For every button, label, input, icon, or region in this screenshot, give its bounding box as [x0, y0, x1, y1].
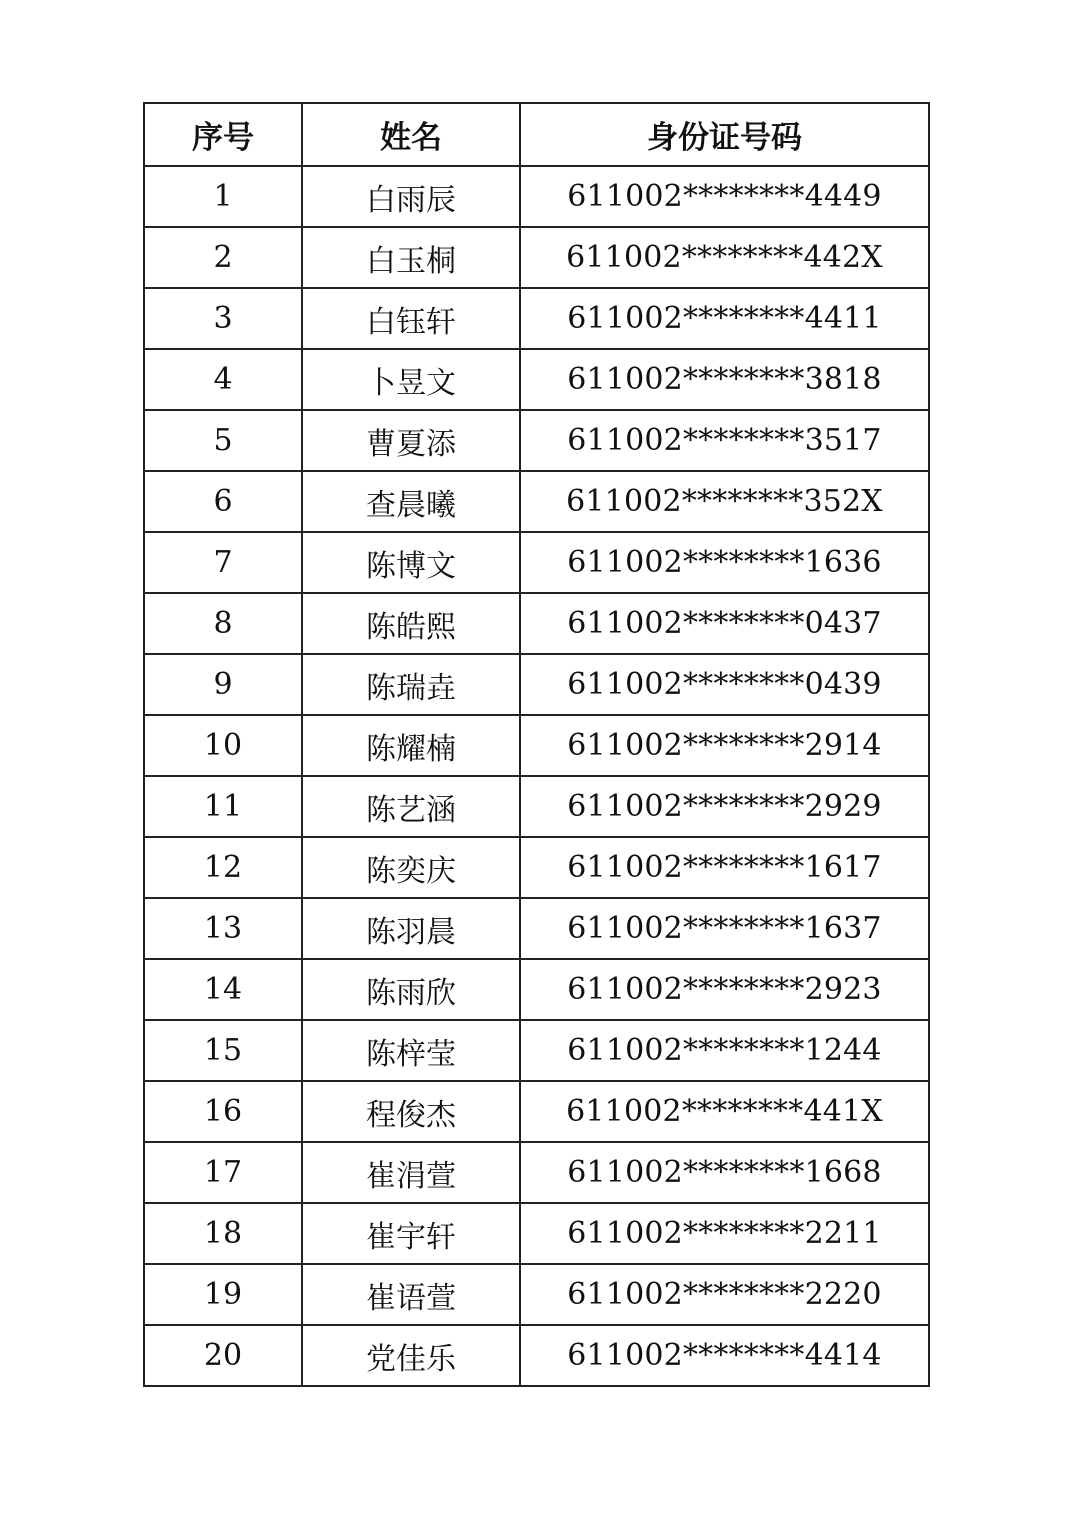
- row-name: 陈羽晨: [302, 898, 520, 959]
- row-id-number: 611002********3517: [520, 410, 929, 471]
- row-number: 20: [144, 1325, 302, 1386]
- table-row: [144, 1142, 929, 1203]
- table-row: [144, 227, 929, 288]
- row-number: 18: [144, 1203, 302, 1264]
- row-id-number: 611002********2211: [520, 1203, 929, 1264]
- row-name: 陈皓熙: [302, 593, 520, 654]
- table-body: [144, 166, 929, 1386]
- table-row: [144, 410, 929, 471]
- row-id-number: 611002********1668: [520, 1142, 929, 1203]
- row-number: 12: [144, 837, 302, 898]
- row-id-number: 611002********0437: [520, 593, 929, 654]
- table-row: [144, 593, 929, 654]
- row-name: 卜昱文: [302, 349, 520, 410]
- row-id-number: 611002********0439: [520, 654, 929, 715]
- row-id-number: 611002********1636: [520, 532, 929, 593]
- table-row: [144, 1081, 929, 1142]
- row-id-number: 611002********4414: [520, 1325, 929, 1386]
- row-name: 崔宇轩: [302, 1203, 520, 1264]
- row-id-number: 611002********2914: [520, 715, 929, 776]
- row-id-number: 611002********2923: [520, 959, 929, 1020]
- row-number: 17: [144, 1142, 302, 1203]
- row-number: 13: [144, 898, 302, 959]
- row-id-number: 611002********442X: [520, 227, 929, 288]
- roster-table: [143, 102, 930, 1387]
- row-name: 陈艺涵: [302, 776, 520, 837]
- row-id-number: 611002********1244: [520, 1020, 929, 1081]
- row-number: 11: [144, 776, 302, 837]
- row-number: 2: [144, 227, 302, 288]
- row-id-number: 611002********1637: [520, 898, 929, 959]
- table-row: [144, 715, 929, 776]
- row-number: 10: [144, 715, 302, 776]
- table-row: [144, 1264, 929, 1325]
- row-id-number: 611002********1617: [520, 837, 929, 898]
- header-number: 序号: [144, 103, 302, 166]
- table-row: [144, 532, 929, 593]
- row-number: 9: [144, 654, 302, 715]
- row-id-number: 611002********352X: [520, 471, 929, 532]
- row-name: 陈梓莹: [302, 1020, 520, 1081]
- table-row: [144, 1325, 929, 1386]
- row-number: 16: [144, 1081, 302, 1142]
- row-name: 查晨曦: [302, 471, 520, 532]
- table-row: [144, 837, 929, 898]
- row-name: 陈雨欣: [302, 959, 520, 1020]
- row-id-number: 611002********441X: [520, 1081, 929, 1142]
- row-name: 陈奕庆: [302, 837, 520, 898]
- row-name: 党佳乐: [302, 1325, 520, 1386]
- row-name: 白钰轩: [302, 288, 520, 349]
- row-id-number: 611002********2929: [520, 776, 929, 837]
- table-row: [144, 898, 929, 959]
- row-number: 4: [144, 349, 302, 410]
- row-name: 程俊杰: [302, 1081, 520, 1142]
- table-row: [144, 349, 929, 410]
- row-name: 陈瑞垚: [302, 654, 520, 715]
- row-name: 陈博文: [302, 532, 520, 593]
- table-row: [144, 1203, 929, 1264]
- row-id-number: 611002********3818: [520, 349, 929, 410]
- table-row: [144, 776, 929, 837]
- table-row: [144, 1020, 929, 1081]
- table-header: [144, 103, 929, 166]
- row-id-number: 611002********4411: [520, 288, 929, 349]
- row-name: 白雨辰: [302, 166, 520, 227]
- table-row: [144, 654, 929, 715]
- row-number: 19: [144, 1264, 302, 1325]
- row-number: 1: [144, 166, 302, 227]
- row-number: 7: [144, 532, 302, 593]
- row-number: 8: [144, 593, 302, 654]
- header-id-number: 身份证号码: [520, 103, 929, 166]
- header-row: [144, 103, 929, 166]
- row-name: 陈耀楠: [302, 715, 520, 776]
- table-row: [144, 471, 929, 532]
- table-row: [144, 166, 929, 227]
- table-row: [144, 959, 929, 1020]
- row-number: 6: [144, 471, 302, 532]
- row-name: 白玉桐: [302, 227, 520, 288]
- row-number: 5: [144, 410, 302, 471]
- header-name: 姓名: [302, 103, 520, 166]
- row-name: 曹夏添: [302, 410, 520, 471]
- row-id-number: 611002********2220: [520, 1264, 929, 1325]
- row-id-number: 611002********4449: [520, 166, 929, 227]
- row-number: 15: [144, 1020, 302, 1081]
- row-name: 崔涓萱: [302, 1142, 520, 1203]
- table-row: [144, 288, 929, 349]
- row-number: 14: [144, 959, 302, 1020]
- row-number: 3: [144, 288, 302, 349]
- row-name: 崔语萱: [302, 1264, 520, 1325]
